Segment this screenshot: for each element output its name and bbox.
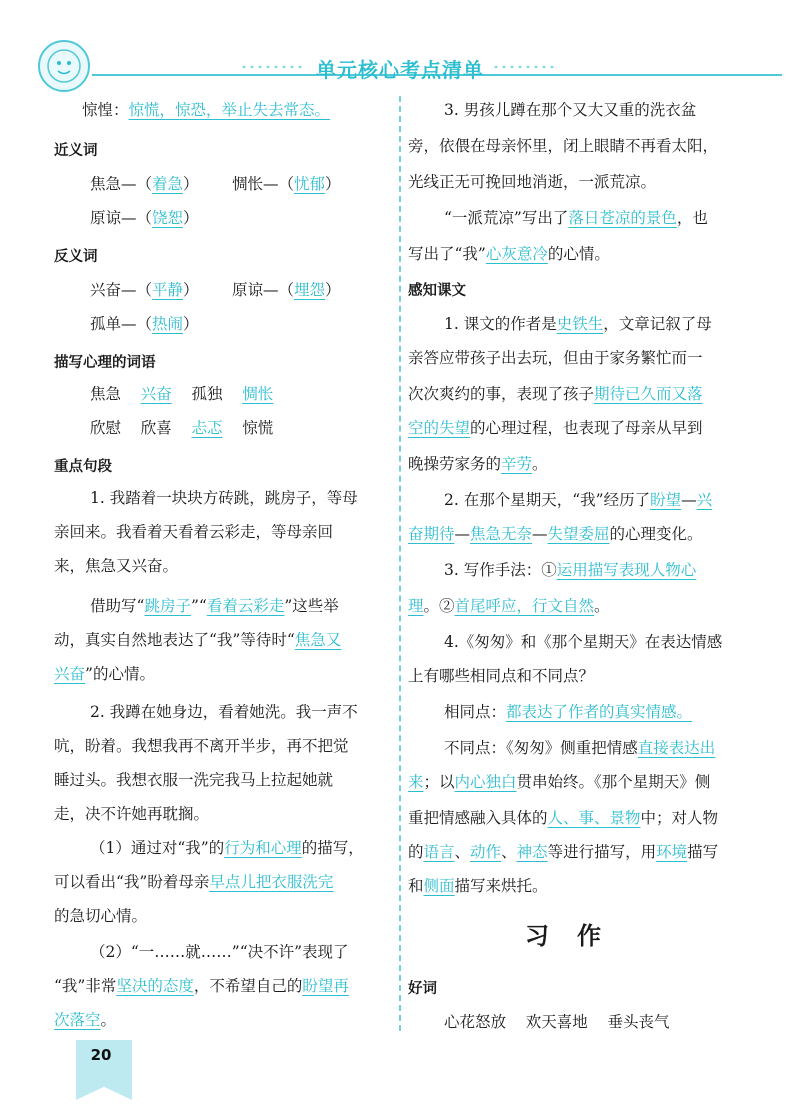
emotion-words-row-2: 欣慰 欣喜 忐忑 惊慌	[90, 419, 274, 437]
passage-line: 旁，依偎在母亲怀里，闭上眼睛不再看太阳，	[408, 137, 719, 155]
answer: 神态	[516, 843, 548, 861]
good-words-row: 心花怒放 欢天喜地 垂头丧气	[444, 1013, 670, 1031]
answer: 侧面	[423, 877, 455, 895]
answer: 首尾呼应，行文自然	[454, 597, 595, 615]
synonym-row-3: 原谅—（饶恕）	[90, 209, 199, 227]
analysis-line: 的急切心情。	[54, 907, 148, 925]
question-line: 4.《匆匆》和《那个星期天》在表达情感	[444, 633, 723, 651]
answer: 埋怨	[294, 281, 326, 299]
antonym-row-3: 孤单—（热闹）	[90, 315, 199, 333]
passage-line: 3. 男孩儿蹲在那个又大又重的洗衣盆	[444, 101, 697, 119]
answer: 都表达了作者的真实情感。	[506, 703, 693, 721]
header-dots-left	[240, 64, 306, 70]
answer: 平静	[152, 281, 184, 299]
answer: 看着云彩走	[206, 597, 285, 615]
passage-line: 2. 我蹲在她身边，看着她洗。我一声不	[90, 703, 358, 721]
antonym-row-2: 原谅—（埋怨）	[232, 281, 341, 299]
analysis-line: 动，真实自然地表达了“我”等待时“焦急又	[54, 631, 342, 649]
passage-line: 1. 我踏着一块块方砖跳，跳房子，等母	[90, 489, 358, 507]
answer: 次落空	[54, 1011, 101, 1029]
answer: 理	[408, 597, 424, 615]
analysis-line: 的语言、动作、神态等进行描写，用环境描写	[408, 843, 719, 861]
answer: 来	[408, 773, 424, 791]
answer: 环境	[656, 843, 688, 861]
answer: 动作	[470, 843, 502, 861]
answer: 落日苍凉的景色	[568, 209, 677, 227]
answer: 盼望	[650, 491, 682, 509]
analysis-line: “一派荒凉”写出了落日苍凉的景色，也	[444, 209, 708, 227]
analysis-line: 1. 课文的作者是史铁生，文章记叙了母	[444, 315, 712, 333]
synonym-row-1: 焦急—（着急）	[90, 175, 199, 193]
emotion-words-row-1: 焦急 兴奋 孤独 惆怅	[90, 385, 274, 403]
analysis-line: （1）通过对“我”的行为和心理的描写，	[90, 839, 364, 857]
answer: 惆怅	[242, 385, 274, 403]
analysis-line: （2）“一……就……”“决不许”表现了	[90, 943, 349, 961]
analysis-line: 写出了“我”心灰意冷的心情。	[408, 245, 610, 263]
analysis-line: 晚操劳家务的辛劳。	[408, 455, 548, 473]
analysis-line: 和侧面描写来烘托。	[408, 877, 548, 895]
analysis-line: 来；以内心独白贯串始终。《那个星期天》侧	[408, 773, 711, 791]
passage-line: 走，决不许她再耽搁。	[54, 805, 210, 823]
analysis-line: 2. 在那个星期天，“我”经历了盼望—兴	[444, 491, 713, 509]
answer: 热闹	[152, 315, 184, 333]
question-line: 上有哪些相同点和不同点？	[408, 667, 595, 685]
answer: 兴奋	[140, 385, 172, 403]
analysis-line: 可以看出“我”盼着母亲早点儿把衣服洗完	[54, 873, 334, 891]
answer: 心灰意冷	[485, 245, 548, 263]
page-header-title: 单元核心考点清单	[316, 58, 484, 82]
answer: 着急	[152, 175, 184, 193]
analysis-line: 3. 写作手法：①运用描写表现人物心	[444, 561, 697, 579]
answer: 饶恕	[152, 209, 184, 227]
analysis-line: 亲答应带孩子出去玩，但由于家务繁忙而一	[408, 349, 703, 367]
answer: 史铁生	[556, 315, 604, 333]
answer: 忧郁	[294, 175, 326, 193]
section-heading-ganzhi: 感知课文	[408, 283, 466, 299]
analysis-line: “我”非常坚决的态度，不希望自己的盼望再	[54, 977, 349, 995]
analysis-line: 重把情感融入具体的人、事、景物中；对人物	[408, 809, 719, 827]
answer: 失望委屈	[547, 525, 610, 543]
analysis-line: 次次爽约的事，表现了孩子期待已久而又落	[408, 385, 703, 403]
answer: 行为和心理	[224, 839, 302, 857]
passage-line: 亲回来。我看着天看着云彩走，等母亲回	[54, 523, 334, 541]
answer: 兴	[696, 491, 713, 509]
answer: 跳房子	[144, 597, 191, 615]
page-number: 20	[90, 1046, 112, 1064]
section-heading-xinli: 描写心理的词语	[54, 355, 156, 371]
answer: 内心独白	[454, 773, 517, 791]
answer: 运用描写表现人物心	[556, 561, 697, 579]
header-dots-right	[492, 64, 554, 70]
analysis-line: 借助写“跳房子”“看着云彩走”这些举	[90, 597, 339, 615]
analysis-line: 不同点：《匆匆》侧重把情感直接表达出	[444, 739, 716, 757]
answer: 语言	[423, 843, 455, 861]
synonym-row-2: 惆怅—（忧郁）	[232, 175, 341, 193]
term-jinghuang: 惊惶：惊慌，惊恐，举止失去常态。	[82, 101, 331, 119]
section-heading-jinyi: 近义词	[54, 143, 98, 159]
section-heading-haoci: 好词	[408, 981, 437, 997]
answer: 奋期待	[408, 525, 455, 543]
answer: 盼望再	[302, 977, 349, 995]
answer: 焦急无奈	[470, 525, 533, 543]
passage-line: 光线正无可挽回地消逝，一派荒凉。	[408, 173, 657, 191]
passage-line: 睡过头。我想衣服一洗完我马上拉起她就	[54, 771, 334, 789]
passage-line: 吭，盼着。我想我再不离开半步，再不把觉	[54, 737, 349, 755]
section-heading-fanyi: 反义词	[54, 249, 98, 265]
passage-line: 来，焦急又兴奋。	[54, 557, 179, 575]
analysis-line: 奋期待—焦急无奈—失望委屈的心理变化。	[408, 525, 703, 543]
antonym-row-1: 兴奋—（平静）	[90, 281, 199, 299]
analysis-line: 兴奋”的心情。	[54, 665, 155, 683]
answer: 期待已久而又落	[594, 385, 703, 403]
section-title-xizuo: 习作	[525, 922, 629, 950]
analysis-line: 相同点：都表达了作者的真实情感。	[444, 703, 693, 721]
header-logo-icon	[38, 40, 90, 92]
answer: 焦急又	[294, 631, 342, 649]
answer: 空的失望	[408, 419, 471, 437]
answer: 兴奋	[54, 665, 86, 683]
analysis-line: 理。②首尾呼应，行文自然。	[408, 597, 610, 615]
answer: 人、事、景物	[547, 809, 641, 827]
analysis-line: 空的失望的心理过程，也表现了母亲从早到	[408, 419, 703, 437]
answer: 坚决的态度	[116, 977, 194, 995]
answer: 直接表达出	[637, 739, 716, 757]
analysis-line: 次落空。	[54, 1011, 117, 1029]
answer: 辛劳	[501, 455, 533, 473]
section-heading-zhongdian: 重点句段	[54, 459, 112, 475]
answer: 早点儿把衣服洗完	[209, 873, 334, 891]
answer: 惊慌，惊恐，举止失去常态。	[128, 101, 331, 119]
answer: 忐忑	[191, 419, 223, 437]
column-divider	[399, 96, 401, 1031]
